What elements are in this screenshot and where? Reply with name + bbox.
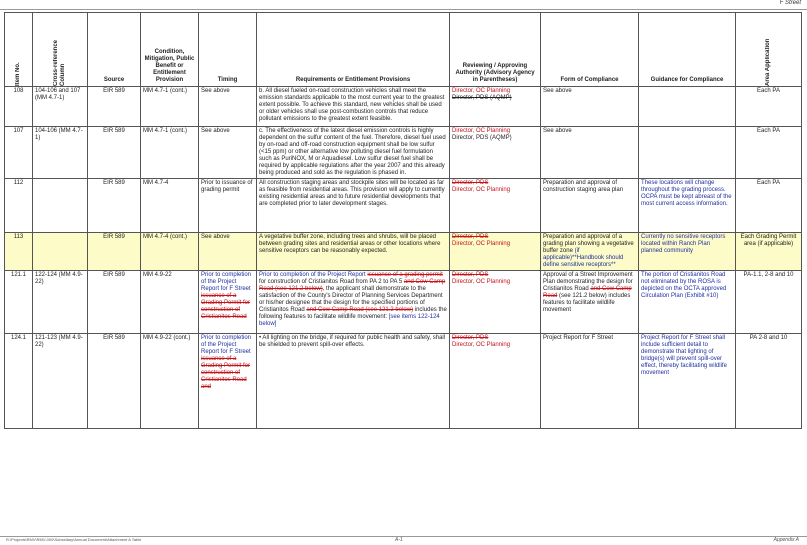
source: EIR 589 <box>88 127 141 179</box>
item-number: 121.1 <box>5 271 33 334</box>
header-cross-reference: Cross-reference Column <box>33 13 88 87</box>
table-row <box>5 233 802 271</box>
guidance: The portion of Cristianitos Road not eliminated by the ROSA is depicted on the OCTA approved Circulation Plan (Exhibit #10) <box>639 271 736 334</box>
provision: MM 4.7-1 (cont.) <box>141 127 199 179</box>
cross-reference <box>33 233 88 271</box>
provision: MM 4.7-4 <box>141 179 199 233</box>
mitigation-table <box>4 12 802 429</box>
authority-line-struck: Director, PDS <box>452 335 489 341</box>
provision: MM 4.7-1 (cont.) <box>141 87 199 127</box>
timing <box>199 334 257 429</box>
header-item-no: Item No. <box>5 13 33 87</box>
guidance: Currently no sensitive receptors located within Ranch Plan planned community <box>639 233 736 271</box>
requirements-text: , the applicant shall demonstrate to the satisfaction of the County's Director of Planning Services Department or his/her designee that the design for the specified portions of Cristianitos Road <box>259 286 443 313</box>
provision: MM 4.7-4 (cont.) <box>141 233 199 271</box>
area-application: Each PA <box>736 179 802 233</box>
item-number: 112 <box>5 179 33 233</box>
header-guidance: Guidance for Compliance <box>639 13 736 87</box>
cross-reference: 104-106 and 107 (MM 4.7-1) <box>33 87 88 127</box>
authority-line: Director, OC Planning <box>452 88 511 94</box>
authority-line-struck: Director, PDS <box>452 272 489 278</box>
header-area-application: Area Application <box>736 13 802 87</box>
source: EIR 589 <box>88 87 141 127</box>
header-requirements: Requirements or Entitlement Provisions <box>257 13 450 87</box>
timing-text: Prior to completion of the Project Report for F Street <box>201 335 252 355</box>
form-text: Preparation and approval of a grading plan showing a vegetative buffer zone <box>543 234 634 254</box>
form-of-compliance <box>541 271 639 334</box>
source: EIR 589 <box>88 271 141 334</box>
requirements-struck: and Cow Camp Road (see 121.2 below) <box>306 307 414 313</box>
reviewing-authority <box>450 233 541 271</box>
area-application: Each PA <box>736 87 802 127</box>
header-form-of-compliance: Form of Compliance <box>541 13 639 87</box>
authority-line: Director, OC Planning <box>452 128 511 134</box>
cross-reference: 104-106 (MM 4.7-1) <box>33 127 88 179</box>
timing-struck-text: issuance of a Grading Permit for construction of Cristianitos Road and <box>201 356 251 390</box>
top-divider <box>0 9 807 10</box>
form-struck: and Cow Camp Road <box>543 286 632 299</box>
item-number: 113 <box>5 233 33 271</box>
requirements: • All lighting on the bridge, if required for public health and safety, shall be shielded to prevent spill-over effects. <box>257 334 450 429</box>
table-row <box>5 271 802 334</box>
reviewing-authority <box>450 179 541 233</box>
requirements: b. All diesel fueled on-road construction vehicles shall meet the emission standards applicable to the most current year to the greatest extent possible. To achieve this standard, new vehicles shall be used or older vehicles shall use post-combustion controls that reduce pollutant emissions to the greatest extent feasible. <box>257 87 450 127</box>
requirements: A vegetative buffer zone, including trees and shrubs, will be placed between grading sites and residential areas or other locations where sensitive receptors can be reasonably expected. <box>257 233 450 271</box>
area-application: PA 2-8 and 10 <box>736 334 802 429</box>
requirements: c. The effectiveness of the latest diesel emission controls is highly dependent on the sulfur content of the fuel. Therefore, diesel fuel used by on-road and off-road construction equipment shall be low sulfur (<15 ppm) or other alternative low polluting diesel fuel formulation such as PuriNOX, M or Aquadiesel. Low sulfur diesel fuel shall be required by applicable regulations after the year 2007 and this already being produced and sold as the regulation is phased in. <box>257 127 450 179</box>
header-provision: Condition, Mitigation, Public Benefit or Entitlement Provision <box>141 13 199 87</box>
guidance <box>639 127 736 179</box>
timing: Prior to issuance of grading permit <box>199 179 257 233</box>
cross-reference: 122-124 (MM 4.9-22) <box>33 271 88 334</box>
source: EIR 589 <box>88 233 141 271</box>
reviewing-authority <box>450 127 541 179</box>
document-header-label: F Street <box>779 0 801 6</box>
footer-appendix-label: Appendix A <box>773 537 799 543</box>
authority-line: Director, OC Planning <box>452 187 511 193</box>
form-of-compliance: See above <box>541 87 639 127</box>
guidance: These locations will change throughout the grading process. OCPA must be kept abreast of the most current access information. <box>639 179 736 233</box>
form-text: (see 121.2 below) includes features to facilitate wildlife movement <box>543 293 631 313</box>
authority-line: Director, OC Planning <box>452 279 511 285</box>
form-note: (if applicable)**Handbook should define sensitive receptors** <box>543 248 624 268</box>
authority-line: Director, PDS (AQMP) <box>452 135 512 141</box>
requirements-insert: Prior to completion of the Project Report <box>259 272 366 278</box>
page-number: A-1 <box>395 537 403 543</box>
header-reviewing-authority: Reviewing / Approving Authority (Advisory Agency in Parentheses) <box>450 13 541 87</box>
area-application: PA-1.1, 2-8 and 10 <box>736 271 802 334</box>
authority-line-struck: Director, PDS <box>452 180 489 186</box>
reviewing-authority <box>450 334 541 429</box>
requirements: All construction staging areas and stockpile sites will be located as far as feasible from residential areas. This provision will apply to currently existing residential areas and to future residential developments that are completed prior to later development stages. <box>257 179 450 233</box>
source: EIR 589 <box>88 179 141 233</box>
authority-line-struck: Director, PDS <box>452 234 489 240</box>
reviewing-authority <box>450 271 541 334</box>
requirements-text: includes the following features to facilitate wildlife movement: <box>259 307 447 320</box>
item-number: 124.1 <box>5 334 33 429</box>
header-row <box>5 13 802 87</box>
timing <box>199 271 257 334</box>
requirements <box>257 271 450 334</box>
area-application: Each PA <box>736 127 802 179</box>
timing-text: Prior to completion of the Project Report for F Street <box>201 272 252 292</box>
requirements-struck: and Cow Camp Road (see 121.2 below) <box>259 279 446 292</box>
cross-reference <box>33 179 88 233</box>
form-of-compliance <box>541 233 639 271</box>
guidance <box>639 87 736 127</box>
item-number: 107 <box>5 127 33 179</box>
requirements-struck: issuance of a grading permit <box>367 272 443 278</box>
timing: See above <box>199 127 257 179</box>
form-of-compliance: Project Report for F Street <box>541 334 639 429</box>
table-row <box>5 334 802 429</box>
header-timing: Timing <box>199 13 257 87</box>
guidance: Project Report for F Street shall include sufficient detail to demonstrate that lighting of bridge(s) will prevent spill-over effect, thereby facilitating wildlife movement <box>639 334 736 429</box>
table-row <box>5 179 802 233</box>
area-application: Each Grading Permit area (if applicable) <box>736 233 802 271</box>
header-source: Source <box>88 13 141 87</box>
provision: MM 4.9-22 <box>141 271 199 334</box>
provision: MM 4.9-22 (cont.) <box>141 334 199 429</box>
table-row <box>5 127 802 179</box>
requirements-text: for construction of Cristianitos Road from PA 2 to PA 5 <box>259 279 403 285</box>
item-number: 108 <box>5 87 33 127</box>
cross-reference: 121-123 (MM 4.9-22) <box>33 334 88 429</box>
authority-line: Director, PDS (AQMP) <box>452 95 512 101</box>
timing: See above <box>199 87 257 127</box>
authority-line: Director, OC Planning <box>452 342 511 348</box>
reviewing-authority <box>450 87 541 127</box>
requirements-insert: [see items 122-124 below] <box>259 314 440 327</box>
table-row <box>5 87 802 127</box>
form-of-compliance: See above <box>541 127 639 179</box>
timing: See above <box>199 233 257 271</box>
timing-struck-text: issuance of a Grading Permit for construction of Cristianitos Road <box>201 293 251 320</box>
form-text: Approval of a Street Improvement Plan demonstrating the design for Cristianitos Road <box>543 272 633 292</box>
source: EIR 589 <box>88 334 141 429</box>
form-of-compliance: Preparation and approval of construction staging area plan <box>541 179 639 233</box>
authority-line: Director, OC Planning <box>452 241 511 247</box>
footer-file-path: R:\Projects\RMV\RMV-000\Subsidiary\Annual Document\Attachment A Table <box>6 537 142 542</box>
